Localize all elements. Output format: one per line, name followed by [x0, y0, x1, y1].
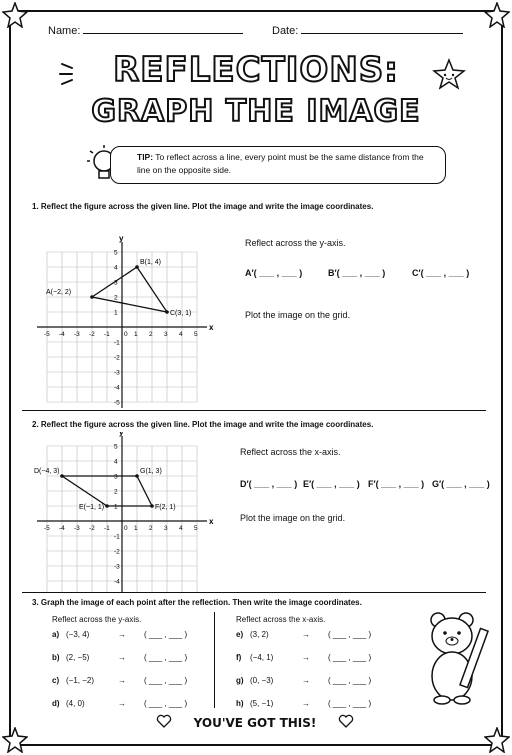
answer-blank[interactable]: ( ___ , ___ ) — [144, 676, 188, 685]
vertex-label: G(1, 3) — [140, 468, 162, 475]
item-letter: h) — [236, 699, 244, 708]
tick-label: 1 — [134, 525, 138, 532]
sparkle-lines-icon — [58, 60, 82, 90]
q3-item[interactable] — [236, 676, 371, 685]
tick-label: 4 — [114, 264, 118, 272]
arrow-icon: → — [302, 676, 310, 685]
name-line[interactable] — [83, 33, 243, 34]
page-subtitle: GRAPH THE IMAGE — [91, 94, 421, 129]
answer-blank[interactable]: ( ___ , ___ ) — [144, 630, 188, 639]
tick-label: -4 — [114, 578, 120, 586]
tick-label: 5 — [194, 525, 198, 532]
tick-label: 0 — [124, 525, 128, 532]
item-point: (−3, 4) — [66, 630, 90, 639]
answer-blank[interactable]: ( ___ , ___ ) — [328, 630, 372, 639]
vertex-label: C(3, 1) — [170, 310, 192, 317]
arrow-icon: → — [118, 676, 126, 685]
tick-label: 2 — [149, 331, 153, 338]
q2-answer-f[interactable]: F′( ___ , ___ ) — [368, 479, 425, 489]
vertex-point — [135, 474, 139, 478]
tick-label: -5 — [44, 525, 50, 532]
item-point: (4, 0) — [66, 699, 85, 708]
item-point: (0, −3) — [250, 676, 274, 685]
item-point: (−1, −2) — [66, 676, 95, 685]
tick-label: -4 — [114, 384, 120, 392]
star-icon — [2, 2, 28, 28]
tick-label: 5 — [194, 331, 198, 338]
star-icon — [484, 2, 510, 28]
name-label: Name: — [48, 25, 81, 37]
x-axis-label: x — [209, 517, 214, 526]
tick-label: -2 — [89, 331, 95, 338]
vertex-label: F(2, 1) — [155, 504, 176, 511]
vertex-point — [90, 295, 94, 299]
q3-left-heading: Reflect across the y-axis. — [52, 615, 142, 624]
tick-label: 5 — [114, 443, 118, 451]
bear-with-pencil-icon — [416, 606, 500, 706]
page-title: REFLECTIONS: — [113, 50, 399, 90]
figure-polygon — [92, 264, 167, 312]
arrow-icon: → — [302, 630, 310, 639]
q2-grid[interactable] — [30, 432, 220, 592]
tick-label: -2 — [89, 525, 95, 532]
tick-label: 0 — [124, 331, 128, 338]
q3-item[interactable] — [236, 653, 371, 662]
item-letter: g) — [236, 676, 244, 685]
q3-title: 3. Graph the image of each point after the reflection. Then write the image coordinates. — [32, 598, 362, 607]
q2-answer-g[interactable]: G′( ___ , ___ ) — [432, 479, 490, 489]
star-icon — [432, 58, 466, 90]
q1-plot-note: Plot the image on the grid. — [245, 310, 351, 320]
vertex-point — [150, 504, 154, 508]
answer-blank[interactable]: ( ___ , ___ ) — [144, 699, 188, 708]
star-icon — [2, 727, 28, 753]
tick-label: -2 — [114, 548, 120, 556]
tick-label: 4 — [114, 458, 118, 466]
tick-label: 2 — [114, 488, 118, 496]
vertex-label: A(−2, 2) — [46, 289, 72, 296]
tick-label: 3 — [164, 525, 168, 532]
tick-label: -3 — [114, 563, 120, 571]
arrow-icon: → — [302, 653, 310, 662]
tip-box — [110, 146, 446, 184]
item-point: (2, −5) — [66, 653, 90, 662]
tick-label: 1 — [114, 503, 118, 511]
q1-answer-a[interactable]: A′( ___ , ___ ) — [245, 268, 303, 278]
arrow-icon: → — [118, 653, 126, 662]
tick-label: -4 — [59, 331, 65, 338]
q3-item[interactable] — [52, 653, 187, 662]
q1-answer-c[interactable]: C′( ___ , ___ ) — [412, 268, 470, 278]
tick-label: -3 — [74, 525, 80, 532]
y-axis-label: y — [119, 234, 124, 243]
tick-label: -3 — [74, 331, 80, 338]
tick-label: 2 — [149, 525, 153, 532]
tick-label: 1 — [134, 331, 138, 338]
date-label: Date: — [272, 25, 299, 37]
heart-icon — [156, 714, 172, 728]
vertex-label: E(−1, 1) — [79, 504, 105, 511]
date-field[interactable] — [272, 25, 463, 37]
vertex-label: B(1, 4) — [140, 259, 162, 266]
item-letter: a) — [52, 630, 60, 639]
arrow-icon: → — [118, 699, 126, 708]
date-line[interactable] — [301, 33, 463, 34]
y-axis-label: y — [119, 432, 124, 437]
column-divider — [214, 612, 215, 708]
tip-label: TIP: — [137, 152, 154, 162]
divider — [22, 410, 486, 411]
name-field[interactable] — [48, 25, 243, 37]
item-letter: b) — [52, 653, 60, 662]
tick-label: 1 — [114, 309, 118, 317]
tick-label: 3 — [114, 279, 118, 287]
item-letter: d) — [52, 699, 60, 708]
q1-answer-b[interactable]: B′( ___ , ___ ) — [328, 268, 386, 278]
q2-instruction: Reflect across the x-axis. — [240, 447, 341, 457]
arrow-icon: → — [302, 699, 310, 708]
q2-answer-d[interactable]: D′( ___ , ___ ) — [240, 479, 298, 489]
tick-label: 3 — [164, 331, 168, 338]
q2-plot-note: Plot the image on the grid. — [240, 513, 346, 523]
tick-label: -1 — [114, 339, 120, 347]
item-letter: f) — [236, 653, 242, 662]
item-point: (3, 2) — [250, 630, 269, 639]
tick-label: -1 — [104, 525, 110, 532]
arrow-icon: → — [118, 630, 126, 639]
q3-item[interactable] — [236, 699, 371, 708]
tick-label: 2 — [114, 294, 118, 302]
q1-grid[interactable] — [30, 233, 220, 408]
answer-blank[interactable]: ( ___ , ___ ) — [144, 653, 188, 662]
tick-label: -3 — [114, 369, 120, 377]
q3-item[interactable] — [236, 630, 371, 639]
answer-blank[interactable]: ( ___ , ___ ) — [328, 676, 372, 685]
heart-icon — [338, 714, 354, 728]
tick-label: 4 — [179, 331, 183, 338]
tick-label: -5 — [44, 331, 50, 338]
q2-title: 2. Reflect the figure across the given line. Plot the image and write the image coordinates. — [32, 420, 374, 429]
item-letter: c) — [52, 676, 60, 685]
q1-title: 1. Reflect the figure across the given line. Plot the image and write the image coordinates. — [32, 202, 374, 211]
vertex-label: D(−4, 3) — [34, 468, 60, 475]
tick-label: 4 — [179, 525, 183, 532]
q3-item[interactable] — [52, 676, 187, 685]
tip-text: To reflect across a line, every point must be the same distance from the line on the opposite side. — [137, 152, 424, 175]
item-letter: e) — [236, 630, 244, 639]
tick-label: -1 — [114, 533, 120, 541]
tick-label: -5 — [114, 399, 120, 407]
answer-blank[interactable]: ( ___ , ___ ) — [328, 653, 372, 662]
tick-label: -4 — [59, 525, 65, 532]
divider — [22, 592, 486, 593]
tick-label: 3 — [114, 473, 118, 481]
tick-label: -2 — [114, 354, 120, 362]
answer-blank[interactable]: ( ___ , ___ ) — [328, 699, 372, 708]
item-point: (5, −1) — [250, 699, 274, 708]
vertex-point — [60, 474, 64, 478]
footer-text: YOU'VE GOT THIS! — [193, 716, 317, 730]
vertex-point — [165, 310, 169, 314]
vertex-point — [105, 504, 109, 508]
vertex-point — [135, 265, 139, 269]
item-point: (−4, 1) — [250, 653, 274, 662]
q3-right-heading: Reflect across the x-axis. — [236, 615, 326, 624]
tick-label: -1 — [104, 331, 110, 338]
tick-label: 5 — [114, 249, 118, 257]
q2-answer-e[interactable]: E′( ___ , ___ ) — [303, 479, 360, 489]
q1-instruction: Reflect across the y-axis. — [245, 238, 346, 248]
q3-item[interactable] — [52, 699, 187, 708]
star-icon — [484, 727, 510, 753]
q3-item[interactable] — [52, 630, 187, 639]
x-axis-label: x — [209, 323, 214, 332]
